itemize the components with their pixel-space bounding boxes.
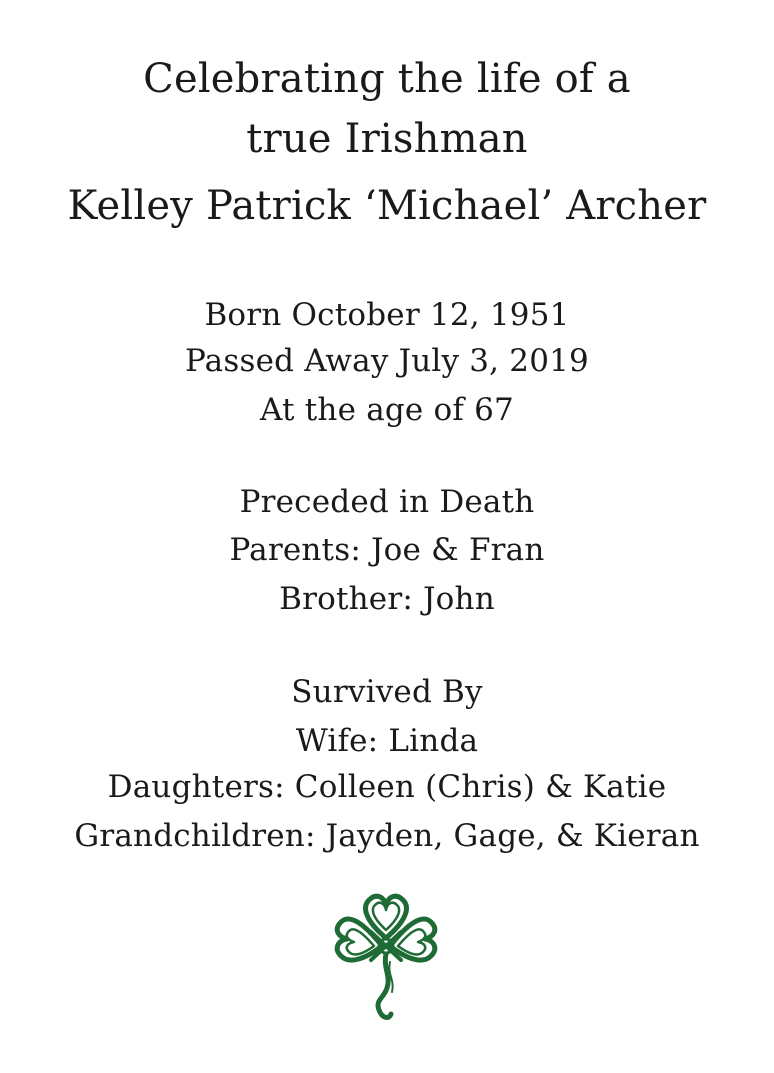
age-at-death: At the age of 67 [260,392,514,428]
title-line-2: true Irishman [246,116,528,162]
deceased-name: Kelley Patrick ‘Michael’ Archer [67,183,707,229]
birth-date: Born October 12, 1951 [204,297,570,333]
survived-heading: Survived By [291,674,483,710]
preceded-parents: Parents: Joe & Fran [229,532,545,568]
death-date: Passed Away July 3, 2019 [185,343,589,379]
survived-wife: Wife: Linda [295,723,479,759]
title-line-1: Celebrating the life of a [143,56,631,102]
survived-daughters: Daughters: Colleen (Chris) & Katie [107,769,667,805]
survived-grandchildren: Grandchildren: Jayden, Gage, & Kieran [74,818,700,854]
preceded-heading: Preceded in Death [239,484,535,520]
preceded-brother: Brother: John [279,581,495,617]
shamrock-icon [327,888,445,1024]
